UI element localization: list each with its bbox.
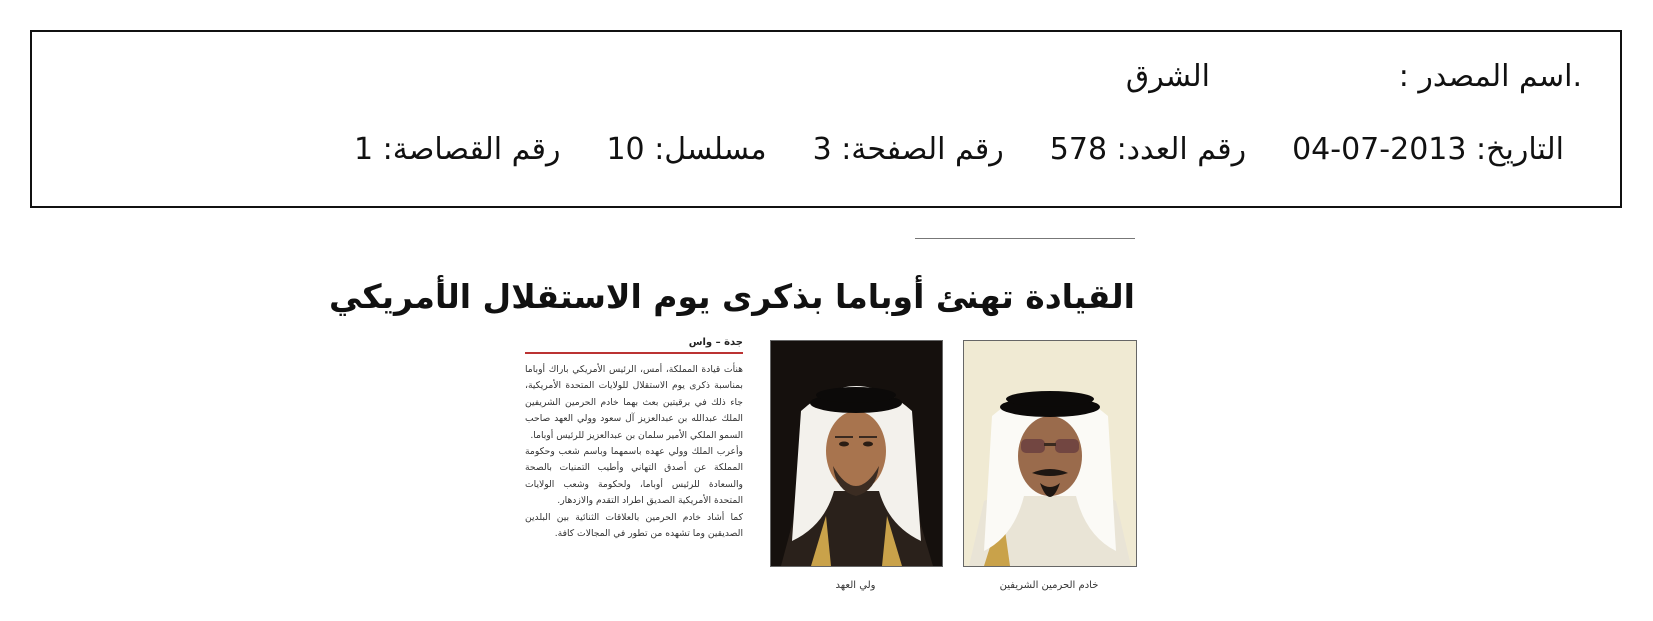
serial-value: 10 [606,132,645,167]
date-label: التاريخ: [1476,132,1564,167]
source-label: .اسم المصدر : [1398,59,1582,94]
king-photo [963,340,1137,567]
issue-field [1049,132,1247,167]
date-value: 2013-07-04 [1292,132,1467,167]
article-paragraph-3: كما أشاد خادم الحرمين بالعلاقات الثنائية بين البلدين الصديقين وما تشهده من تطور في المجالات كافة. [525,511,743,540]
page-label: رقم الصفحة: [841,132,1004,167]
clip-label: رقم القصاصة: [382,132,561,167]
article-paragraph-1: هنأت قيادة المملكة، أمس، الرئيس الأمريكي باراك أوباما بمناسبة ذكرى يوم الاستقلال للولايات المتحدة الأمريكية، جاء ذلك في برقيتين بعث بهما خادم الحرمين الشريفين الملك عبدالله بن عبدالعزيز آل سعود وولي العهد صاحب السمو الملكي الأمير سلمان بن عبدالعزيز للرئيس أوباما. [525,364,743,441]
serial-label: مسلسل: [654,132,767,167]
meta-row [354,132,1564,167]
byline-divider [525,352,743,354]
page-value: 3 [812,132,832,167]
top-rule [915,238,1135,239]
source-value: الشرق [1125,59,1210,94]
crown-prince-photo [770,340,943,567]
serial-field [606,132,767,167]
article-headline: القيادة تهنئ أوباما بذكرى يوم الاستقلال الأمريكي [329,277,1135,316]
article-byline: جدة – واس [688,337,743,348]
article-paragraph-2: وأعرب الملك وولي عهده باسمهما وباسم شعب وحكومة المملكة عن أصدق التهاني وأطيب التمنيات بالصحة والسعادة للرئيس أوباما، ولحكومة وشعب الولايات المتحدة الأمريكية الصديق اطراد التقدم والازدهار. [525,446,743,507]
issue-label: رقم العدد: [1116,132,1247,167]
article-body [525,337,743,542]
issue-value: 578 [1049,132,1108,167]
date-field [1292,132,1564,167]
clip-field [354,132,561,167]
king-caption: خادم الحرمين الشريفين [999,580,1099,591]
source-info-box [30,30,1622,208]
newspaper-clipping [329,235,1135,607]
page-field [812,132,1004,167]
crown-prince-caption: ولي العهد [835,580,876,591]
clip-value: 1 [354,132,374,167]
